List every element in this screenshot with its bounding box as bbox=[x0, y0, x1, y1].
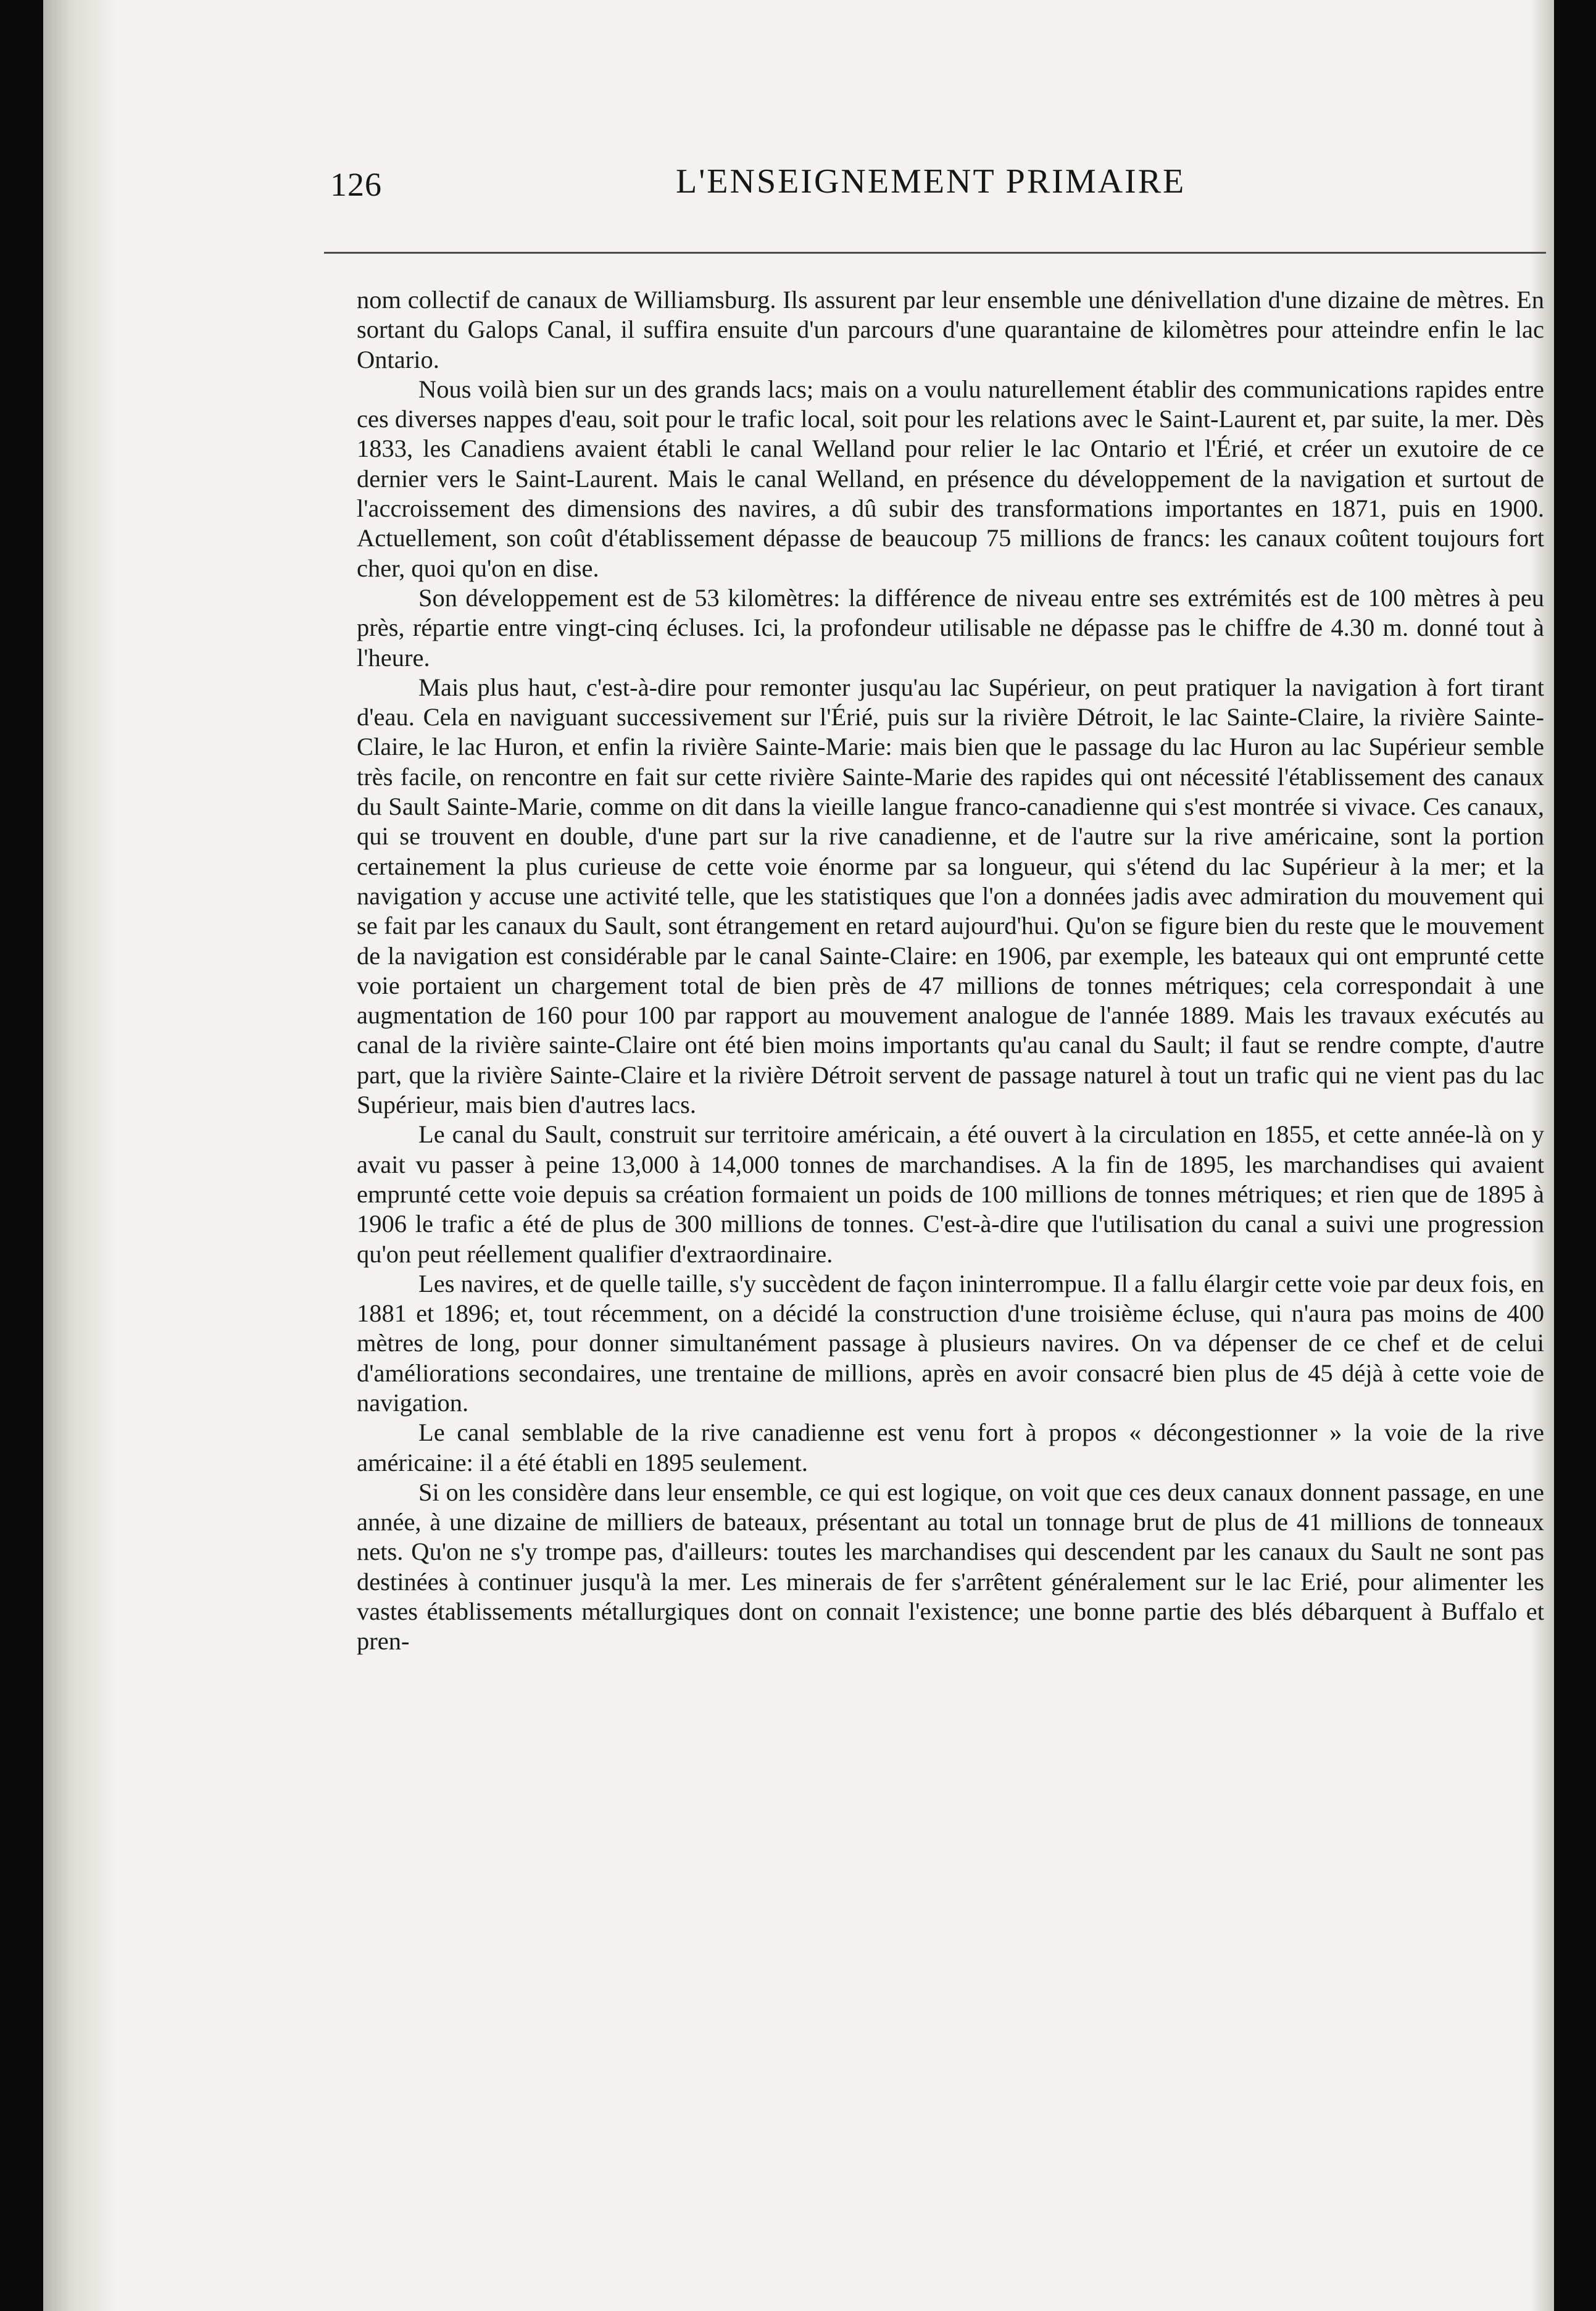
body-text bbox=[357, 285, 1544, 1657]
page-header bbox=[330, 159, 1540, 215]
paragraph: nom collectif de canaux de Williamsburg. Ils assurent par leur ensemble une dénivellation d'une dizaine de mètres. En sortant du Galops Canal, il suffira ensuite d'un parcours d'une quarantaine de kilomètres pour atteindre enfin le lac Ontario. bbox=[357, 286, 1544, 373]
paragraph: Nous voilà bien sur un des grands lacs; mais on a voulu naturellement établir des communications rapides entre ces diverses nappes d'eau, soit pour le trafic local, soit pour les relations avec le Saint-Laurent et, par suite, la mer. Dès 1833, les Canadiens avaient établi le canal Welland pour relier le lac Ontario et l'Érié, et créer un exutoire de ce dernier vers le Saint-Laurent. Mais le canal Welland, en présence du développement de la navigation et surtout de l'accroissement des dimensions des navires, a dû subir des transformations importantes en 1871, puis en 1900. Actuellement, son coût d'établissement dépasse de beaucoup 75 millions de francs: les canaux coûtent toujours fort cher, quoi qu'on en dise. bbox=[357, 375, 1544, 582]
paragraph: Les navires, et de quelle taille, s'y succèdent de façon ininterrompue. Il a fallu élargir cette voie par deux fois, en 1881 et 1896; et, tout récemment, on a décidé la construction d'une troisième écluse, qui n'aura pas moins de 400 mètres de long, pour donner simultanément passage à plusieurs navires. On va dépenser de ce chef et de celui d'améliorations secondaires, une trentaine de millions, après en avoir consacré bien plus de 45 déjà à cette voie de navigation. bbox=[357, 1269, 1544, 1417]
running-title: L'ENSEIGNEMENT PRIMAIRE bbox=[676, 162, 1186, 201]
paragraph: Son développement est de 53 kilomètres: la différence de niveau entre ses extrémités est de 100 mètres à peu près, répartie entre vingt-cinq écluses. Ici, la profondeur utilisable ne dépasse pas le chiffre de 4.30 m. donné tout à l'heure. bbox=[357, 583, 1544, 672]
paragraph: Le canal du Sault, construit sur territoire américain, a été ouvert à la circulation en 1855, et cette année-là on y avait vu passer à peine 13,000 à 14,000 tonnes de marchandises. A la fin de 1895, les marchandises qui avaient emprunté cette voie depuis sa création formaient un poids de 100 millions de tonnes métriques; et rien que de 1895 à 1906 le trafic a été de plus de 300 millions de tonnes. C'est-à-dire que l'utilisation du canal a suivi une progression qu'on peut réellement qualifier d'extraordinaire. bbox=[357, 1120, 1544, 1268]
book-page bbox=[43, 0, 1554, 2311]
paragraph: Mais plus haut, c'est-à-dire pour remonter jusqu'au lac Supérieur, on peut pratiquer la navigation à fort tirant d'eau. Cela en naviguant successivement sur l'Érié, puis sur la rivière Détroit, le lac Sainte-Claire, la rivière Sainte-Claire, le lac Huron, et enfin la rivière Sainte-Marie: mais bien que le passage du lac Huron au lac Supérieur semble très facile, on rencontre en fait sur cette rivière Sainte-Marie des rapides qui ont nécessité l'établissement des canaux du Sault Sainte-Marie, comme on dit dans la vieille langue franco-canadienne qui s'est montrée si vivace. Ces canaux, qui se trouvent en double, d'une part sur la rive canadienne, et de l'autre sur la rive américaine, sont la portion certainement la plus curieuse de cette voie énorme par sa longueur, qui s'étend du lac Supérieur à la mer; et la navigation y accuse une activité telle, que les statistiques que l'on a données jadis avec admiration du mouvement qui se fait par les canaux du Sault, sont étrangement en retard aujourd'hui. Qu'on se figure bien du reste que le mouvement de la navigation est considérable par le canal Sainte-Claire: en 1906, par exemple, les bateaux qui ont emprunté cette voie portaient un chargement total de bien près de 47 millions de tonnes métriques; cela correspondait à une augmentation de 160 pour 100 par rapport au mouvement analogue de l'année 1889. Mais les travaux exécutés au canal de la rivière sainte-Claire ont été bien moins importants qu'au canal du Sault; il faut se rendre compte, d'autre part, que la rivière Sainte-Claire et la rivière Détroit servent de passage naturel à tout un trafic qui ne vient pas du lac Supérieur, mais bien d'autres lacs. bbox=[357, 673, 1544, 1119]
header-rule bbox=[324, 252, 1546, 254]
page-number: 126 bbox=[330, 166, 382, 203]
paragraph: Le canal semblable de la rive canadienne est venu fort à propos « décongestionner » la voie de la rive américaine: il a été établi en 1895 seulement. bbox=[357, 1418, 1544, 1476]
paragraph: Si on les considère dans leur ensemble, ce qui est logique, on voit que ces deux canaux donnent passage, en une année, à une dizaine de milliers de bateaux, présentant au total un tonnage brut de plus de 41 millions de tonneaux nets. Qu'on ne s'y trompe pas, d'ailleurs: toutes les marchandises qui descendent par les canaux du Sault ne sont pas destinées à continuer jusqu'à la mer. Les minerais de fer s'arrêtent généralement sur le lac Erié, pour alimenter les vastes établissements métallurgiques dont on connait l'existence; une bonne partie des blés débarquent à Buffalo et pren- bbox=[357, 1478, 1544, 1655]
page-binding-shadow bbox=[43, 0, 117, 2311]
